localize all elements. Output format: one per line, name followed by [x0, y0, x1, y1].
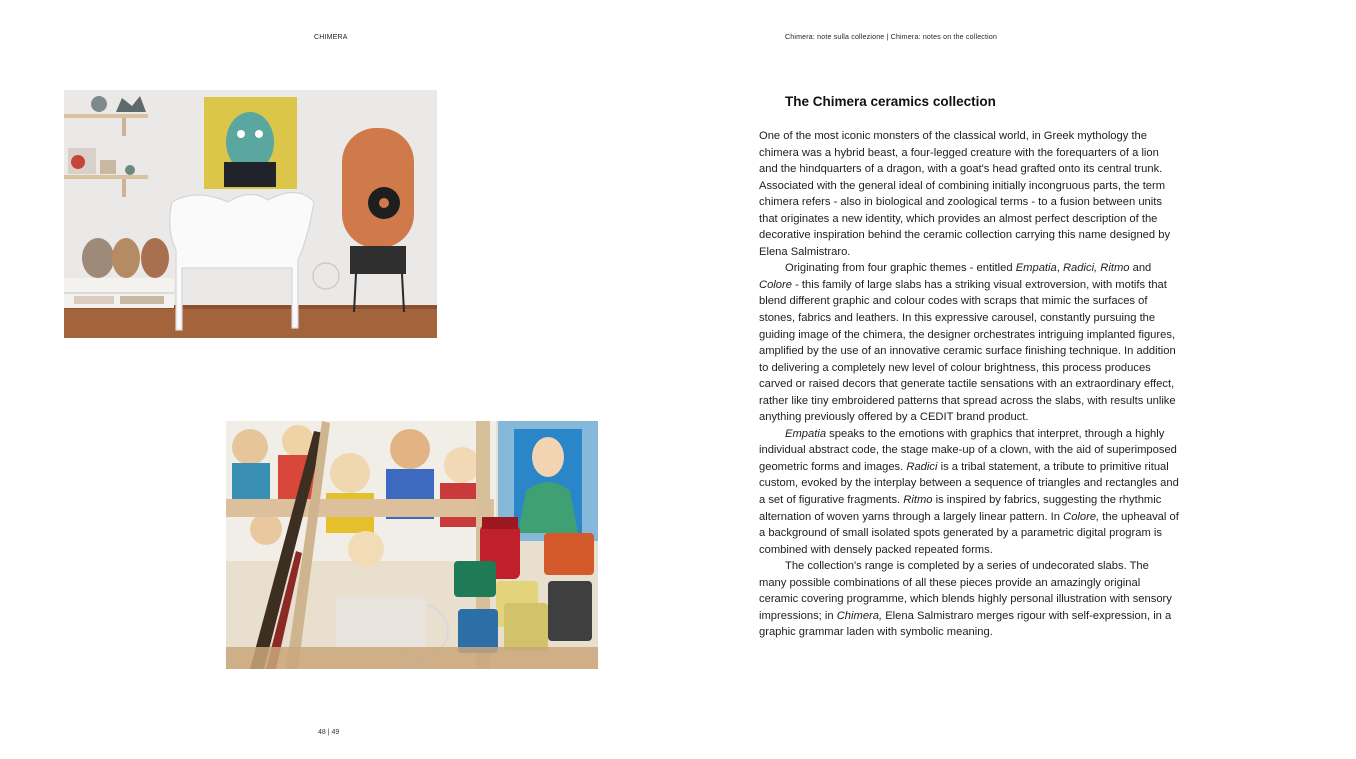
- text-run: alternation of woven yarns through a largely linear pattern. In: [759, 510, 1064, 523]
- text-run: geometric forms and images.: [759, 460, 907, 473]
- text-run: is a tribal statement, a tribute to primitive ritual: [937, 460, 1169, 473]
- italic-term: Radici, Ritmo: [1062, 262, 1130, 275]
- text-line: [759, 145, 1225, 162]
- text-run: anything previously offered by a CEDIT brand product.: [759, 411, 1029, 424]
- text-run: speaks to the emotions with graphics that interpret, through a highly: [826, 427, 1165, 440]
- text-run: One of the most iconic monsters of the classical world, in Greek mythology the: [759, 130, 1148, 142]
- text-run: that originates a new identity, which provides an almost perfect description of the: [759, 212, 1158, 225]
- text-line: [759, 575, 1225, 592]
- text-run: chimera refers - also in biological and zoological terms - to a fusion between units: [759, 196, 1162, 209]
- text-run: ,: [1056, 262, 1063, 275]
- italic-term: Colore,: [1063, 510, 1100, 523]
- text-run: guiding image of the chimera, the designer orchestrates intriguing implanted figures,: [759, 328, 1176, 341]
- text-line: [759, 558, 1225, 575]
- text-line: [759, 260, 1225, 277]
- article-title: The Chimera ceramics collection: [785, 94, 996, 109]
- text-run: a set of figurative fragments.: [759, 494, 904, 507]
- text-run: many possible combinations of all these pieces provide an amazingly original: [759, 576, 1141, 589]
- italic-term: Empatia: [1015, 262, 1057, 275]
- text-run: The collection's range is completed by a series of undecorated slabs. The: [785, 560, 1149, 573]
- text-line: [759, 211, 1225, 228]
- text-run: decorative inspiration behind the ceramic collection carrying this name designed by: [759, 229, 1171, 242]
- text-line: [759, 492, 1225, 509]
- text-line: [759, 442, 1225, 459]
- text-run: chimera was a hybrid beast, a four-legged creature with the forequarters of a lion: [759, 146, 1159, 159]
- text-line: [759, 293, 1225, 310]
- text-run: - this family of large slabs has a striking visual extroversion, with motifs that: [791, 278, 1167, 291]
- text-run: Elena Salmistraro merges rigour with self-expression, in a: [882, 609, 1172, 622]
- text-line: [759, 244, 1225, 261]
- text-line: [759, 525, 1225, 542]
- text-run: custom, evoked by the interplay between a sequence of triangles and rectangles and: [759, 477, 1179, 490]
- text-run: is inspired by fabrics, suggesting the rhythmic: [932, 494, 1162, 507]
- running-head-left: CHIMERA: [314, 34, 348, 41]
- text-run: amplified by the use of an innovative ceramic surface finishing technique. In addition: [759, 345, 1176, 358]
- text-run: a background of small isolated spots generated by a parametric digital program is: [759, 527, 1162, 540]
- running-head-right: Chimera: note sulla collezione | Chimera: notes on the collection: [785, 34, 998, 41]
- article-body: [759, 128, 1225, 641]
- text-run: combined with densely packed repeated forms.: [759, 543, 993, 556]
- text-line: [759, 277, 1225, 294]
- interior-illustration: [64, 90, 437, 338]
- studio-illustration: [226, 421, 598, 669]
- text-run: blend different graphic and colour codes with scraps that mimic the surfaces of: [759, 295, 1148, 308]
- text-run: Elena Salmistraro.: [759, 245, 851, 258]
- text-line: [759, 509, 1225, 526]
- text-line: [759, 542, 1225, 559]
- studio-photo: [226, 421, 598, 669]
- italic-term: Ritmo: [903, 494, 933, 507]
- text-line: [759, 409, 1225, 426]
- italic-term: Empatia: [785, 427, 827, 440]
- text-line: [759, 459, 1225, 476]
- text-line: [759, 475, 1225, 492]
- page-numbers: 48 | 49: [318, 729, 340, 736]
- text-line: [759, 376, 1225, 393]
- text-line: [759, 194, 1225, 211]
- text-run: rather like tiny embroidered patterns that spread across the slabs, with results unlike: [759, 394, 1176, 407]
- text-run: Associated with the general ideal of combining initially incongruous parts, the term: [759, 179, 1166, 192]
- text-line: [759, 393, 1225, 410]
- text-run: and: [1129, 262, 1152, 275]
- text-run: stones, fabrics and leathers. In this expressive carousel, constantly pursuing the: [759, 312, 1156, 325]
- text-line: [759, 608, 1225, 625]
- interior-photo: [64, 90, 437, 338]
- text-run: impressions; in: [759, 609, 837, 622]
- text-run: carved or raised decors that generate tactile sensations with an extraordinary effect,: [759, 378, 1175, 391]
- text-line: [759, 227, 1225, 244]
- text-line: [759, 161, 1225, 178]
- italic-term: Colore: [759, 278, 792, 291]
- text-run: the upheaval of: [1099, 510, 1179, 523]
- text-line: [759, 624, 1225, 641]
- text-line: [759, 310, 1225, 327]
- text-line: [759, 360, 1225, 377]
- text-line: [759, 591, 1225, 608]
- text-run: and the hindquarters of a dragon, with a goat's head grafted onto its central trunk.: [759, 163, 1163, 176]
- text-line: [759, 327, 1225, 344]
- text-run: Originating from four graphic themes - entitled: [785, 262, 1016, 275]
- text-line: [759, 343, 1225, 360]
- text-run: graphic grammar laden with symbolic meaning.: [759, 626, 993, 639]
- text-run: individual abstract code, the stage make-up of a clown, with the aid of superimposed: [759, 444, 1177, 457]
- italic-term: Chimera,: [836, 609, 883, 622]
- text-run: ceramic covering programme, which blends highly personal illustration with sensory: [759, 593, 1172, 606]
- text-line: [759, 178, 1225, 195]
- text-run: to delivering a completely new level of colour brightness, this process produces: [759, 361, 1151, 374]
- text-line: [759, 128, 1225, 145]
- text-line: [759, 426, 1225, 443]
- italic-term: Radici: [906, 460, 938, 473]
